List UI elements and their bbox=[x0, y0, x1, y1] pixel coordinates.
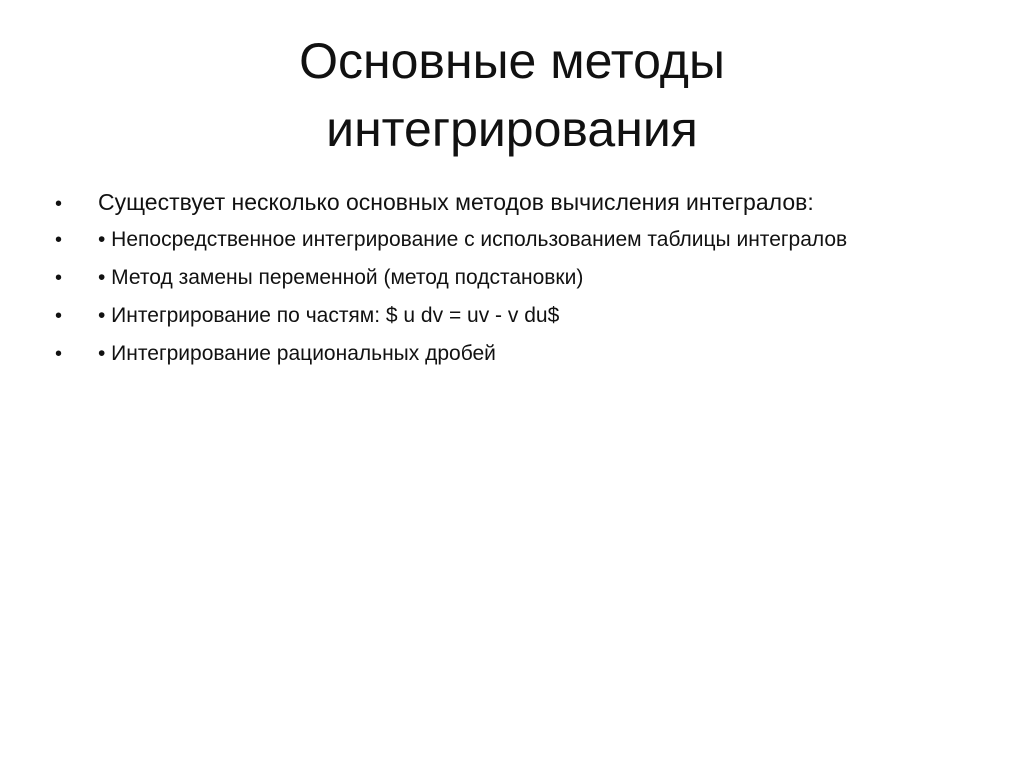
bullet-mark: • bbox=[55, 343, 63, 365]
bullet-mark: • bbox=[55, 267, 63, 289]
bullet-mark: • bbox=[55, 229, 63, 251]
bullet-mark: • bbox=[55, 305, 63, 327]
bullet-list bbox=[55, 183, 995, 373]
bullet-item-direct-integration bbox=[55, 221, 995, 259]
bullet-item-intro bbox=[55, 183, 995, 221]
slide-title-line-1: Основные методы bbox=[299, 33, 725, 89]
bullet-text: • Метод замены переменной (метод подстановки) bbox=[98, 266, 584, 289]
slide-title bbox=[0, 27, 1024, 163]
bullet-text: • Интегрирование рациональных дробей bbox=[98, 342, 496, 365]
slide-title-line-2: интегрирования bbox=[326, 101, 698, 157]
bullet-mark: • bbox=[55, 193, 63, 215]
bullet-text: • Интегрирование по частям: $ u dv = uv - v du$ bbox=[98, 304, 560, 327]
bullet-item-substitution bbox=[55, 259, 995, 297]
bullet-item-rational-fractions bbox=[55, 335, 995, 373]
bullet-text: • Непосредственное интегрирование с использованием таблицы интегралов bbox=[98, 228, 848, 251]
bullet-item-by-parts bbox=[55, 297, 995, 335]
bullet-text: Существует несколько основных методов вычисления интегралов: bbox=[98, 189, 814, 215]
